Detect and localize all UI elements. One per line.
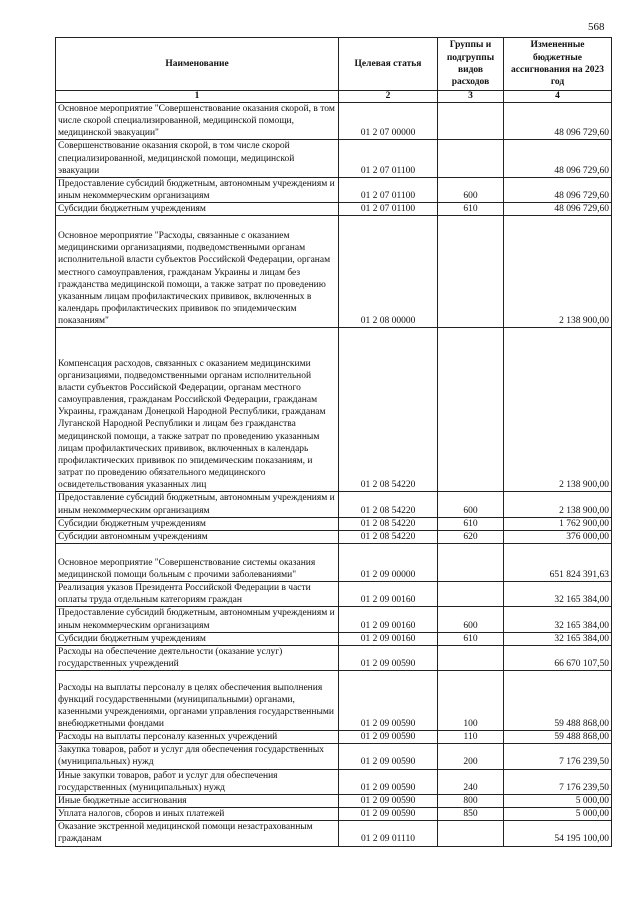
row-name: Оказание экстренной медицинской помощи незастрахованным гражданам xyxy=(56,821,339,846)
row-amount: 7 176 239,50 xyxy=(504,744,612,769)
row-code: 01 2 09 00160 xyxy=(339,607,438,632)
budget-table xyxy=(55,37,612,847)
row-name: Иные бюджетные ассигнования xyxy=(56,794,339,807)
row-amount: 48 096 729,60 xyxy=(504,177,612,202)
table-row xyxy=(56,607,612,632)
row-name: Предоставление субсидий бюджетным, автономным учреждениям и иным некоммерческим организациям xyxy=(56,492,339,517)
column-number: 2 xyxy=(339,91,438,103)
row-group: 110 xyxy=(438,731,504,744)
table-row xyxy=(56,177,612,202)
row-amount: 48 096 729,60 xyxy=(504,203,612,216)
row-name: Расходы на обеспечение деятельности (оказание услуг) государственных учреждений xyxy=(56,645,339,670)
table-row xyxy=(56,582,612,607)
row-name: Предоставление субсидий бюджетным, автономным учреждениям и иным некоммерческим организациям xyxy=(56,177,339,202)
row-amount: 54 195 100,00 xyxy=(504,821,612,846)
header-name: Наименование xyxy=(56,38,339,91)
row-group: 610 xyxy=(438,203,504,216)
row-name: Предоставление субсидий бюджетным, автономным учреждениям и иным некоммерческим организациям xyxy=(56,607,339,632)
row-code: 01 2 09 00590 xyxy=(339,769,438,794)
row-code: 01 2 09 00590 xyxy=(339,744,438,769)
row-name: Расходы на выплаты персоналу в целях обеспечения выполнения функций государственными (муниципальными) органами, казенными учреждениями, органами управления государственными внебюджетными фондами xyxy=(56,671,339,731)
row-code: 01 2 09 00590 xyxy=(339,671,438,731)
row-group: 100 xyxy=(438,671,504,731)
table-row xyxy=(56,808,612,821)
row-code: 01 2 07 01100 xyxy=(339,203,438,216)
row-amount: 7 176 239,50 xyxy=(504,769,612,794)
row-name: Реализация указов Президента Российской Федерации в части оплаты труда отдельным категориям граждан xyxy=(56,582,339,607)
row-group: 610 xyxy=(438,517,504,530)
table-row xyxy=(56,645,612,670)
row-group: 620 xyxy=(438,530,504,543)
row-code: 01 2 08 54220 xyxy=(339,530,438,543)
row-group: 610 xyxy=(438,632,504,645)
row-code: 01 2 08 00000 xyxy=(339,216,438,328)
table-row xyxy=(56,769,612,794)
row-code: 01 2 09 01110 xyxy=(339,821,438,846)
table-row xyxy=(56,517,612,530)
row-group xyxy=(438,216,504,328)
table-row xyxy=(56,530,612,543)
table-row xyxy=(56,671,612,731)
row-group: 600 xyxy=(438,177,504,202)
row-name: Субсидии бюджетным учреждениям xyxy=(56,632,339,645)
row-name: Уплата налогов, сборов и иных платежей xyxy=(56,808,339,821)
row-code: 01 2 08 54220 xyxy=(339,328,438,492)
row-amount: 48 096 729,60 xyxy=(504,103,612,140)
row-amount: 59 488 868,00 xyxy=(504,731,612,744)
table-row xyxy=(56,328,612,492)
row-amount: 59 488 868,00 xyxy=(504,671,612,731)
row-code: 01 2 07 01100 xyxy=(339,177,438,202)
row-group: 200 xyxy=(438,744,504,769)
row-code: 01 2 09 00590 xyxy=(339,731,438,744)
table-row xyxy=(56,821,612,846)
table-row xyxy=(56,492,612,517)
column-number: 1 xyxy=(56,91,339,103)
row-name: Субсидии автономным учреждениям xyxy=(56,530,339,543)
page-number: 568 xyxy=(588,21,605,33)
row-name: Совершенствование оказания скорой, в том числе скорой специализированной, медицинской помощи, медицинской эвакуации xyxy=(56,140,339,177)
column-number-row xyxy=(56,91,612,103)
row-group: 600 xyxy=(438,607,504,632)
table-row xyxy=(56,731,612,744)
row-amount: 651 824 391,63 xyxy=(504,544,612,582)
table-row xyxy=(56,203,612,216)
header-groups: Группы и подгруппы видов расходов xyxy=(438,38,504,91)
row-group xyxy=(438,645,504,670)
row-group xyxy=(438,821,504,846)
row-group xyxy=(438,544,504,582)
row-amount: 1 762 900,00 xyxy=(504,517,612,530)
row-code: 01 2 09 00590 xyxy=(339,645,438,670)
table-row xyxy=(56,632,612,645)
row-group: 800 xyxy=(438,794,504,807)
row-amount: 5 000,00 xyxy=(504,794,612,807)
row-amount: 5 000,00 xyxy=(504,808,612,821)
row-name: Субсидии бюджетным учреждениям xyxy=(56,203,339,216)
row-group: 600 xyxy=(438,492,504,517)
row-amount: 2 138 900,00 xyxy=(504,492,612,517)
header-amount: Измененные бюджетные ассигнования на 2023 год xyxy=(504,38,612,91)
row-group: 850 xyxy=(438,808,504,821)
row-group: 240 xyxy=(438,769,504,794)
row-amount: 2 138 900,00 xyxy=(504,216,612,328)
row-code: 01 2 09 00590 xyxy=(339,808,438,821)
table-row xyxy=(56,544,612,582)
table-row xyxy=(56,103,612,140)
row-name: Субсидии бюджетным учреждениям xyxy=(56,517,339,530)
row-code: 01 2 08 54220 xyxy=(339,517,438,530)
row-name: Основное мероприятие "Совершенствование оказания скорой, в том числе скорой специализированной, медицинской помощи, медицинской эвакуации" xyxy=(56,103,339,140)
table-row xyxy=(56,794,612,807)
row-group xyxy=(438,582,504,607)
row-amount: 32 165 384,00 xyxy=(504,632,612,645)
table-row xyxy=(56,140,612,177)
row-name: Иные закупки товаров, работ и услуг для обеспечения государственных (муниципальных) нужд xyxy=(56,769,339,794)
row-amount: 32 165 384,00 xyxy=(504,582,612,607)
header-row xyxy=(56,38,612,91)
row-amount: 32 165 384,00 xyxy=(504,607,612,632)
row-name: Компенсация расходов, связанных с оказанием медицинскими организациями, подведомственными органам исполнительной власти субъектов Российской Федерации, органам местного самоуправления, гражданам Российской Федерации, гражданам Украины, гражданам Донецкой Народной Республики, гражданам Луганской Народной Республики и лицам без гражданства медицинской помощи, а также затрат по проведению указанным лицам профилактических прививок, включенных в календарь профилактических прививок по эпидемическим показаниям, и затрат по проведению обязательного медицинского освидетельствования указанных лиц xyxy=(56,328,339,492)
row-code: 01 2 09 00160 xyxy=(339,582,438,607)
row-name: Закупка товаров, работ и услуг для обеспечения государственных (муниципальных) нужд xyxy=(56,744,339,769)
row-amount: 2 138 900,00 xyxy=(504,328,612,492)
row-code: 01 2 09 00000 xyxy=(339,544,438,582)
table-row xyxy=(56,744,612,769)
header-target: Целевая статья xyxy=(339,38,438,91)
row-group xyxy=(438,328,504,492)
row-name: Расходы на выплаты персоналу казенных учреждений xyxy=(56,731,339,744)
row-name: Основное мероприятие "Расходы, связанные с оказанием медицинскими организациями, подведомственными органам исполнительной власти субъектов Российской Федерации, органам местного самоуправления, гражданам Украины и лицам без гражданства медицинской помощи, а также затрат по проведению указанным лицам профилактических прививок, включенных в календарь профилактических прививок по эпидемическим показаниям" xyxy=(56,216,339,328)
row-amount: 376 000,00 xyxy=(504,530,612,543)
table-row xyxy=(56,216,612,328)
row-code: 01 2 07 01100 xyxy=(339,140,438,177)
row-code: 01 2 09 00590 xyxy=(339,794,438,807)
row-code: 01 2 08 54220 xyxy=(339,492,438,517)
row-code: 01 2 07 00000 xyxy=(339,103,438,140)
row-amount: 48 096 729,60 xyxy=(504,140,612,177)
column-number: 4 xyxy=(504,91,612,103)
row-group xyxy=(438,103,504,140)
column-number: 3 xyxy=(438,91,504,103)
row-group xyxy=(438,140,504,177)
row-name: Основное мероприятие "Совершенствование системы оказания медицинской помощи больным с прочими заболеваниями" xyxy=(56,544,339,582)
row-code: 01 2 09 00160 xyxy=(339,632,438,645)
row-amount: 66 670 107,50 xyxy=(504,645,612,670)
